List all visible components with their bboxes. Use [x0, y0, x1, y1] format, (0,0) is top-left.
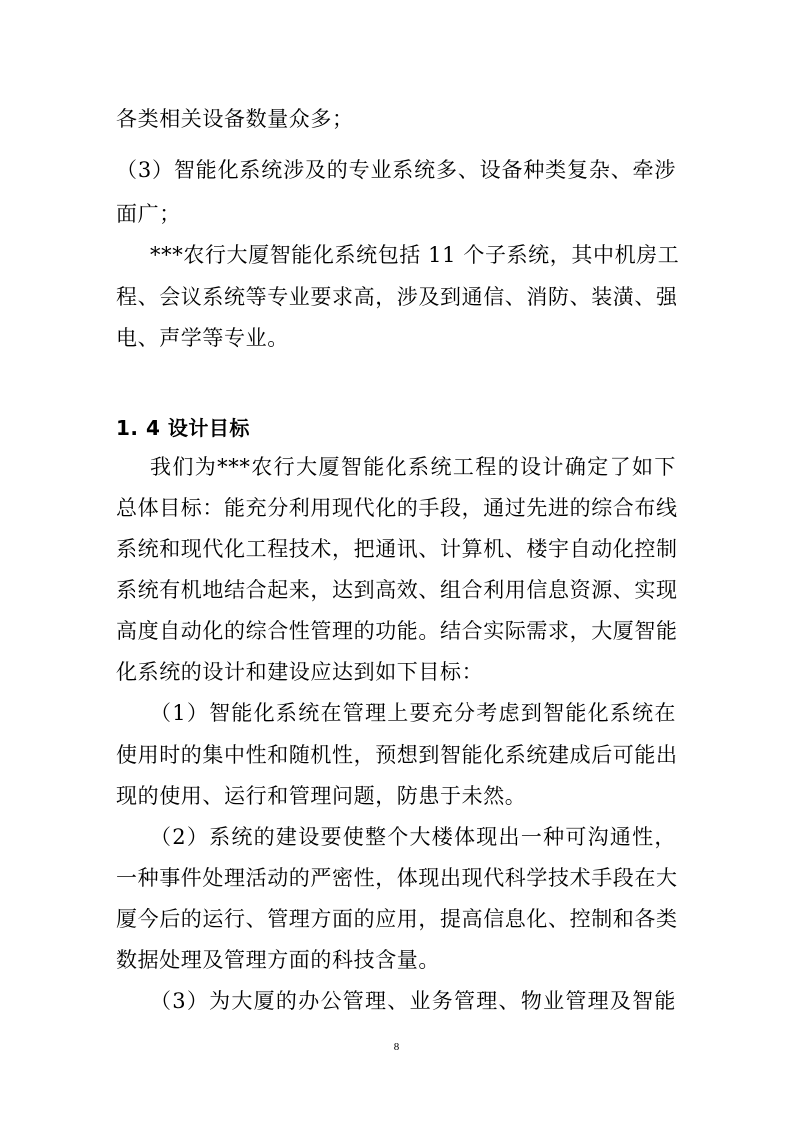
- paragraph-line: 系统有机地结合起来，达到高效、组合利用信息资源、实现: [116, 578, 678, 602]
- paragraph-line: 系统和现代化工程技术，把通讯、计算机、楼宇自动化控制: [116, 537, 678, 561]
- paragraph-line: 现的使用、运行和管理问题，防患于未然。: [116, 784, 527, 808]
- page-number: 8: [393, 1041, 400, 1053]
- paragraph-line: 数据处理及管理方面的科技含量。: [116, 948, 440, 972]
- paragraph-line: （3）为大厦的办公管理、业务管理、物业管理及智能: [150, 989, 676, 1013]
- paragraph-line: 我们为***农行大厦智能化系统工程的设计确定了如下: [150, 455, 676, 479]
- paragraph-line: 化系统的设计和建设应达到如下目标：: [116, 660, 484, 684]
- paragraph-line: （1）智能化系统在管理上要充分考虑到智能化系统在: [150, 701, 676, 725]
- paragraph-line: 总体目标：能充分利用现代化的手段，通过先进的综合布线: [116, 496, 678, 520]
- paragraph-line: （2）系统的建设要使整个大楼体现出一种可沟通性，: [150, 825, 676, 849]
- paragraph-line: 厦今后的运行、管理方面的应用，提高信息化、控制和各类: [116, 907, 678, 931]
- paragraph-line: 各类相关设备数量众多；: [116, 107, 354, 131]
- section-heading: 1. 4 设计目标: [116, 416, 250, 440]
- paragraph-line: 一种事件处理活动的严密性，体现出现代科学技术手段在大: [116, 866, 678, 890]
- paragraph-line: 电、声学等专业。: [116, 326, 289, 350]
- paragraph-line: 使用时的集中性和随机性，预想到智能化系统建成后可能出: [116, 743, 678, 767]
- paragraph-line: 面广；: [116, 202, 181, 226]
- paragraph-line: ***农行大厦智能化系统包括 11 个子系统，其中机房工: [150, 243, 680, 267]
- paragraph-line: （3）智能化系统涉及的专业系统多、设备种类复杂、牵涉: [116, 158, 676, 182]
- paragraph-line: 程、会议系统等专业要求高，涉及到通信、消防、装潢、强: [116, 285, 678, 309]
- paragraph-line: 高度自动化的综合性管理的功能。结合实际需求，大厦智能: [116, 619, 678, 643]
